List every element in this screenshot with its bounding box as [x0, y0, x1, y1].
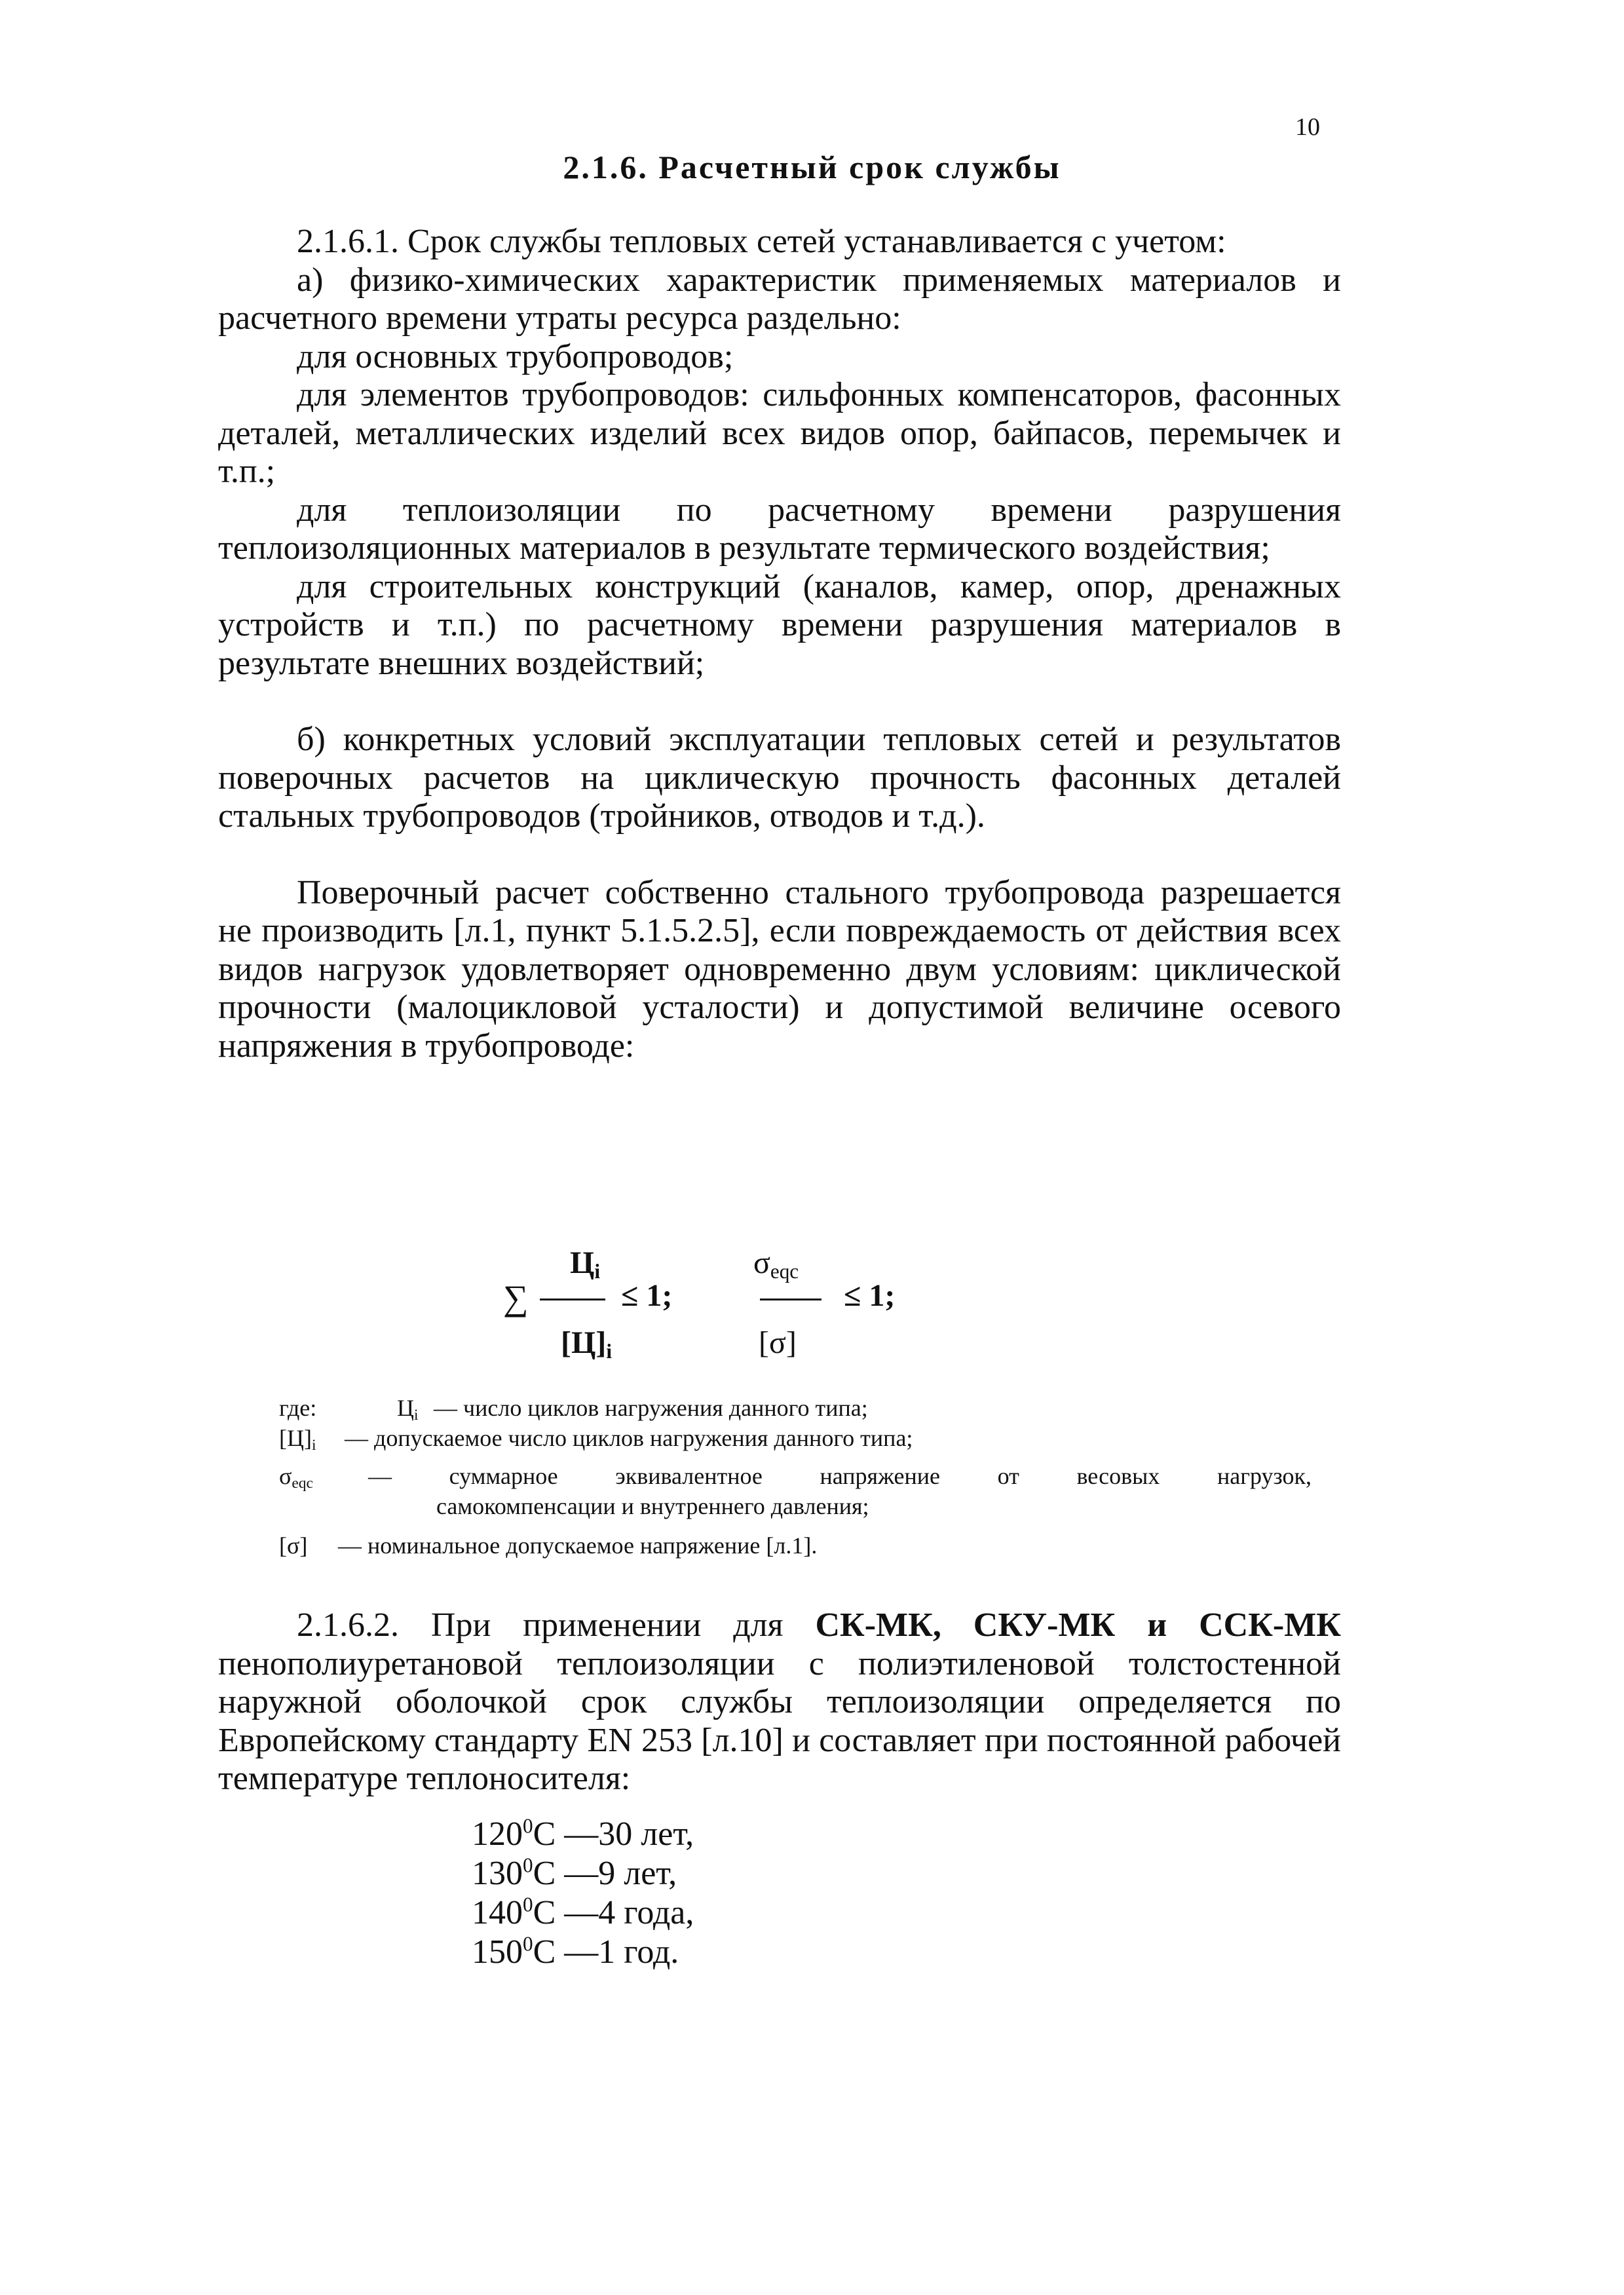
legend-symbol: $\sigma_{eqc}$ [279, 1463, 313, 1492]
formula-1-numerator: $Ц_i$ [570, 1245, 601, 1283]
legend-text: самокомпенсации и внутреннего давления; [436, 1493, 869, 1519]
section-2-1-6-1-block [218, 223, 1341, 1065]
formula-1-fraction-line [540, 1299, 605, 1300]
legend-text: — суммарное эквивалентное напряжение от весовых нагрузок, [368, 1463, 1312, 1489]
page-number: 10 [1295, 113, 1320, 141]
item-a-structures: для строительных конструкций (каналов, камер, опор, дренажных устройств и т.п.) по расчетному времени разрушения материалов в результате внешних воздействий; [218, 567, 1341, 682]
legend-symbol: $[Ц]_i$ [279, 1425, 316, 1454]
service-life-list [472, 1815, 694, 1972]
section-heading: 2.1.6. Расчетный срок службы [563, 149, 1061, 185]
legend-row-equivalent-stress [279, 1461, 1327, 1491]
legend-row-cycles [279, 1393, 1327, 1423]
item-b: б) конкретных условий эксплуатации тепловых сетей и результатов поверочных расчетов на циклическую прочность фасонных деталей стальных трубопроводов (тройников, отводов и т.д.). [218, 721, 1341, 835]
formula-2-fraction-line [760, 1299, 821, 1300]
product-names: СК-МК, СКУ-МК и ССК-МК [815, 1606, 1341, 1644]
formula-legend [279, 1393, 1327, 1561]
legend-text: — число циклов нагружения данного типа; [434, 1395, 868, 1421]
legend-row-nominal-stress [279, 1530, 1327, 1561]
formula-2-relation: ≤ 1; [844, 1278, 896, 1313]
item-a-main-pipes: для основных трубопроводов; [297, 337, 734, 375]
service-life-item: $130^0С$ —9 лет, [472, 1853, 677, 1892]
paragraph-check-calculation: Поверочный расчет собственно стального трубопровода разрешается не производить [л.1, пункт 5.1.5.2.5], если повреждаемость от действия всех видов нагрузок удовлетворяет одновременно двум условиям: циклической прочности (малоцикловой усталости) и допустимой величине осевого напряжения в трубопроводе: [218, 873, 1341, 1065]
legend-symbol: $Ц_i$ [397, 1395, 419, 1424]
item-a-pipe-elements: для элементов трубопроводов: сильфонных компенсаторов, фасонных деталей, металлических изделий всех видов опор, байпасов, перемычек и т.п.; [218, 376, 1341, 490]
legend-where: где: [279, 1395, 317, 1421]
paragraph-lead: 2.1.6.2. При применении для [297, 1606, 784, 1644]
formula-1-relation: ≤ 1; [621, 1278, 673, 1313]
paragraph-rest: пенополиуретановой теплоизоляции с полиэтиленовой толстостенной наружной оболочкой срок службы теплоизоляции определяется по Европейскому стандарту EN 253 [л.10] и составляет при постоянной рабочей температуре теплоносителя: [218, 1644, 1341, 1797]
legend-text: — номинальное допускаемое напряжение [л.1]. [338, 1532, 818, 1559]
legend-row-allowed-cycles [279, 1423, 1327, 1461]
paragraph-ppu-insulation [218, 1606, 1341, 1798]
legend-text: — допускаемое число циклов нагружения данного типа; [345, 1425, 913, 1451]
formula-2-numerator: $\sigma_{eqc}$ [753, 1245, 799, 1283]
item-a-insulation: для теплоизоляции по расчетному времени разрушения теплоизоляционных материалов в результате термического воздействия; [218, 491, 1341, 567]
item-a: а) физико-химических характеристик применяемых материалов и расчетного времени утраты ресурса раздельно: [218, 261, 1341, 337]
legend-symbol: [σ] [279, 1532, 308, 1559]
section-2-1-6-2-block [218, 1606, 1341, 1798]
formula-1-denominator: $[Ц]_i$ [561, 1325, 612, 1363]
legend-row-equivalent-stress-cont [279, 1491, 1327, 1530]
service-life-item: $150^0С$ —1 год. [472, 1932, 679, 1971]
service-life-item: $140^0С$ —4 года, [472, 1893, 694, 1931]
formula-2-denominator: [σ] [759, 1325, 797, 1360]
paragraph-service-life-intro: 2.1.6.1. Срок службы тепловых сетей устанавливается с учетом: [297, 223, 1226, 260]
sum-sign: ∑ [503, 1278, 529, 1318]
service-life-item: $120^0С$ —30 лет, [472, 1814, 694, 1853]
